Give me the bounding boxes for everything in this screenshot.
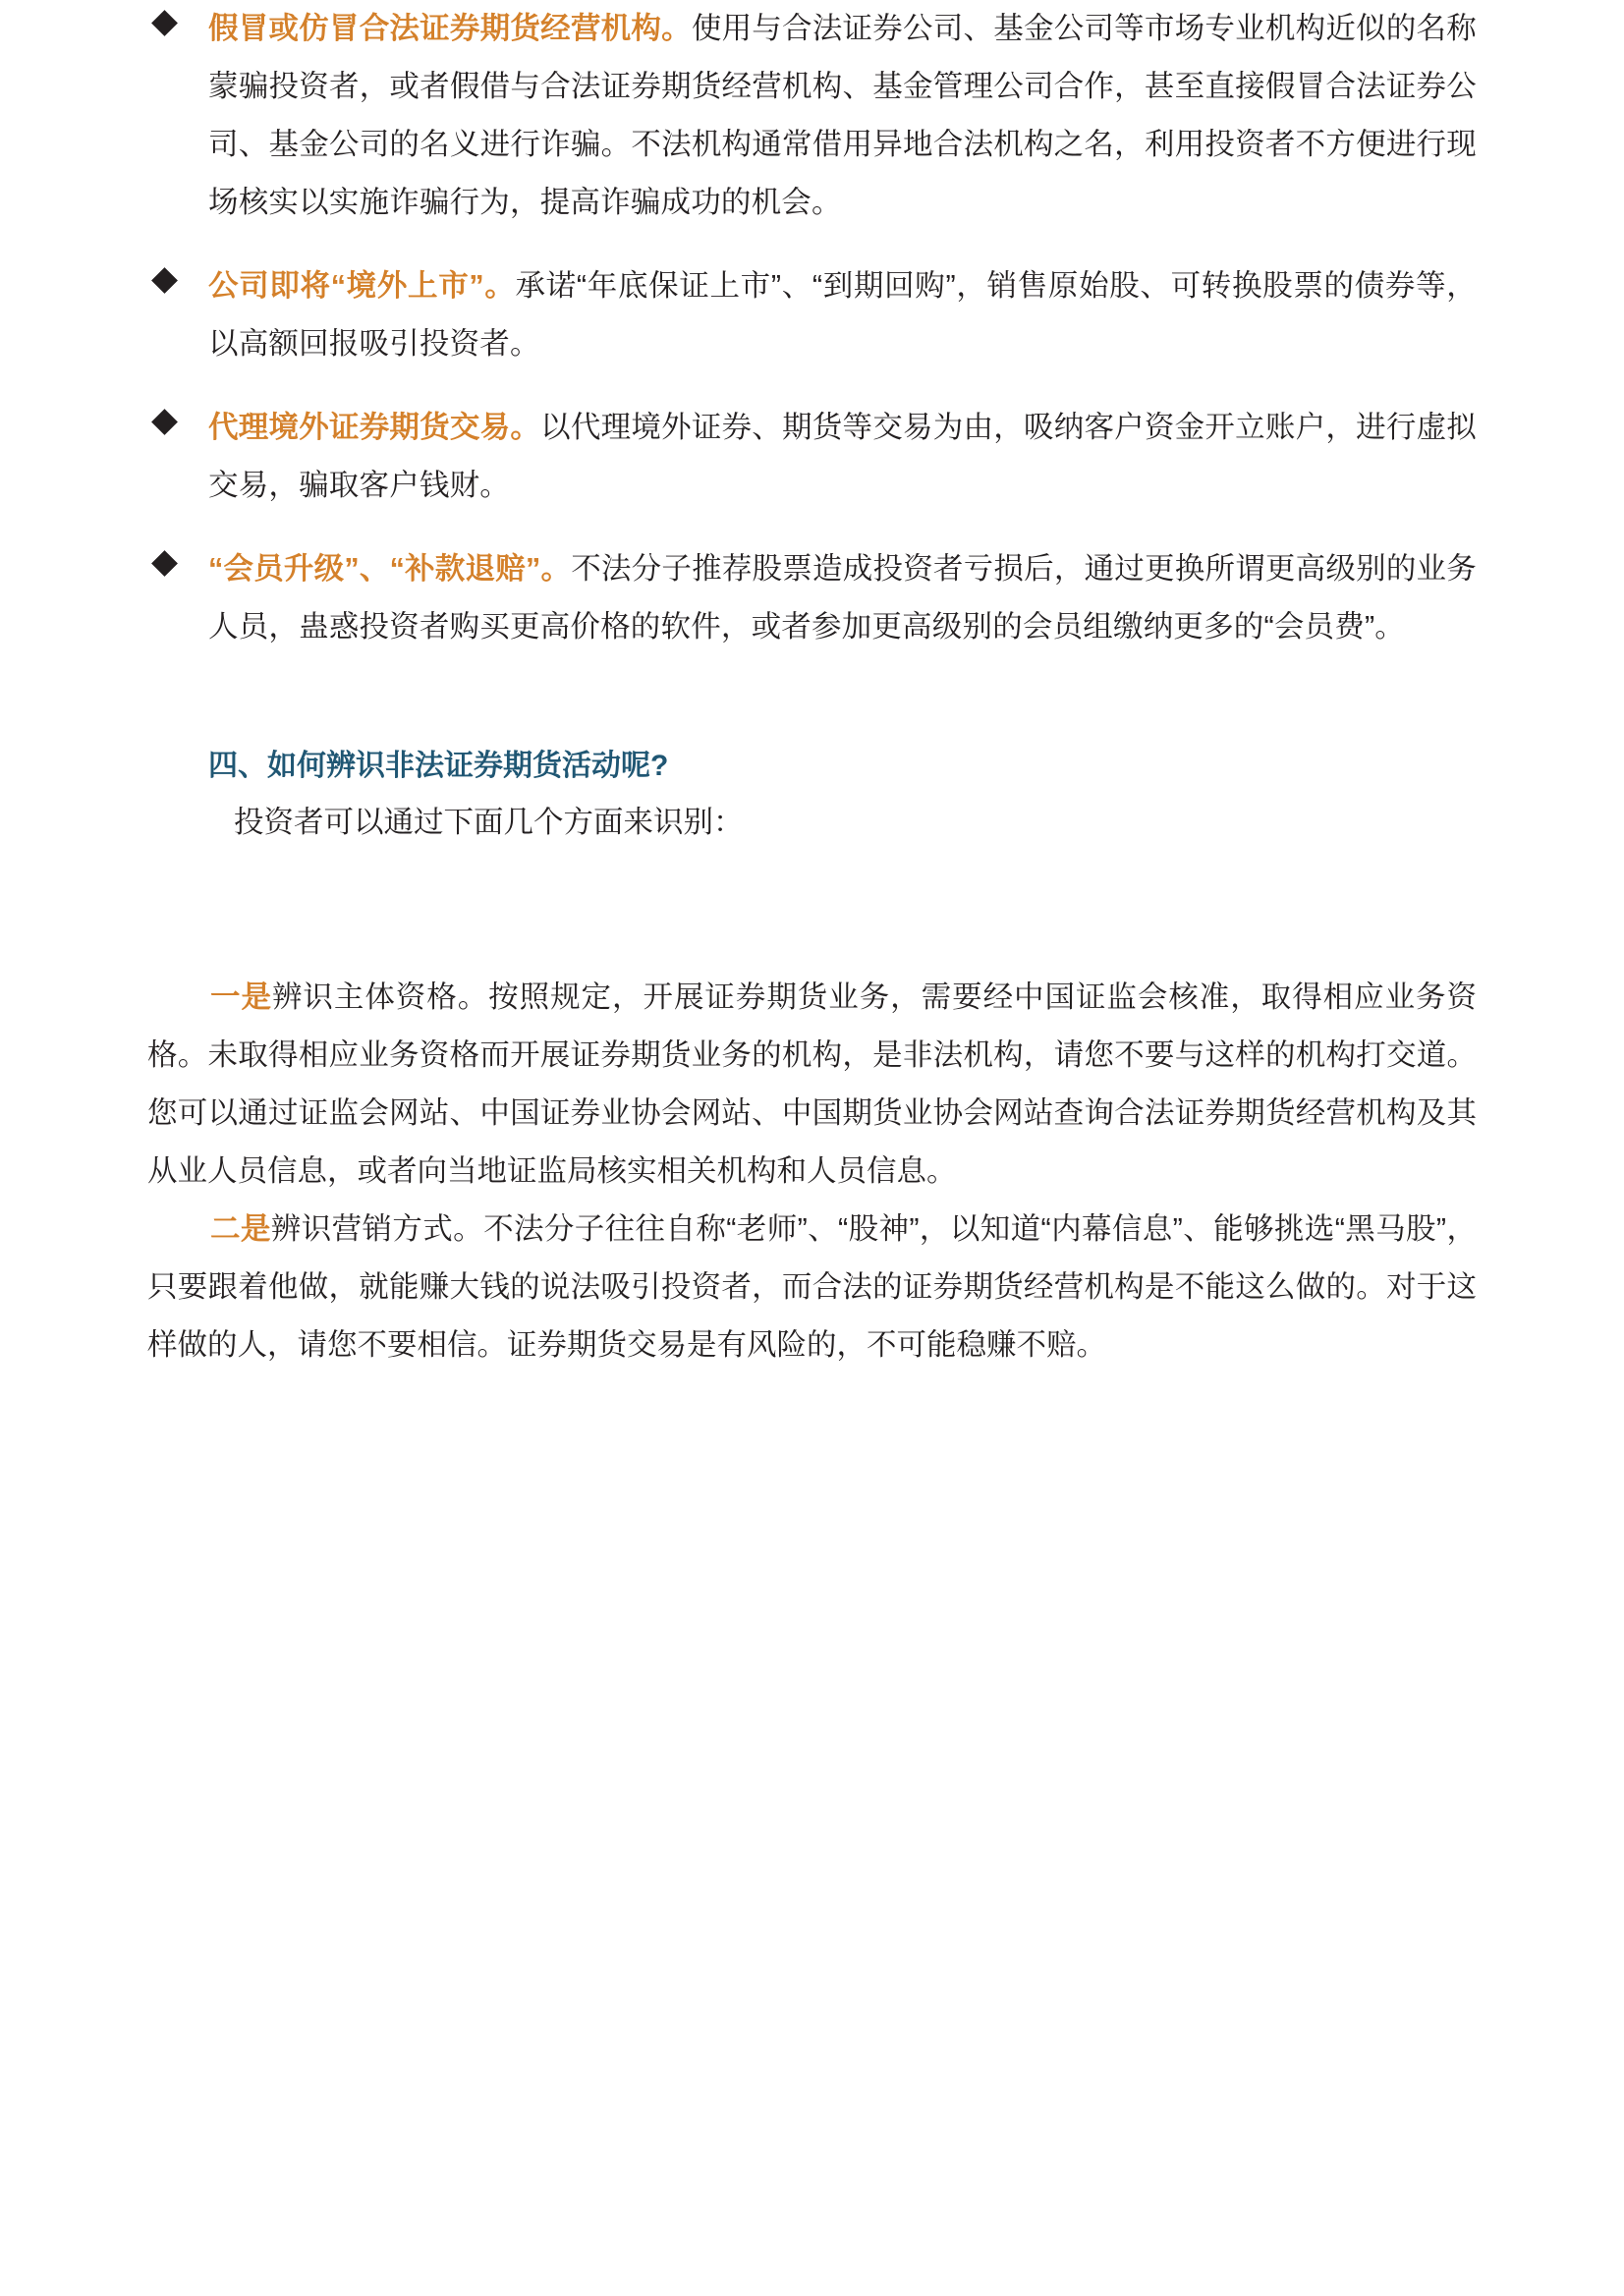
bullet-lead: 假冒或仿冒合法证券期货经营机构。 [208, 12, 692, 45]
bullet-body: 承诺“年底保证上市”、“到期回购”，销售原始股、可转换股票的债券等，以高额回报吸引投资者。 [208, 269, 1477, 361]
section-heading: 四、如何辨识非法证券期货活动呢? [208, 750, 669, 782]
bullet-body: 不法分子推荐股票造成投资者亏损后，通过更换所谓更高级别的业务人员，蛊惑投资者购买更高价格的软件，或者参加更高级别的会员组缴纳更多的“会员费”。 [208, 552, 1477, 644]
bullet-paragraph [208, 399, 1477, 515]
bullet-body: 使用与合法证券公司、基金公司等市场专业机构近似的名称蒙骗投资者，或者假借与合法证券期货经营机构、基金管理公司合作，甚至直接假冒合法证券公司、基金公司的名义进行诈骗。不法机构通常借用异地合法机构之名，利用投资者不方便进行现场核实以实施诈骗行为，提高诈骗成功的机会。 [208, 12, 1477, 219]
diamond-bullet-icon [151, 550, 178, 577]
numbered-paragraph [147, 969, 1477, 1201]
list-item [147, 257, 1477, 373]
diamond-bullet-icon [151, 409, 178, 435]
spacer [147, 851, 1477, 969]
numbered-label: 一是 [210, 980, 272, 1014]
list-item [147, 399, 1477, 515]
bullet-lead: 代理境外证券期货交易。 [208, 411, 541, 444]
list-item [147, 0, 1477, 232]
numbered-paragraph [147, 1201, 1477, 1374]
numbered-body: 辨识主体资格。按照规定，开展证券期货业务，需要经中国证监会核准，取得相应业务资格。未取得相应业务资格而开展证券期货业务的机构，是非法机构，请您不要与这样的机构打交道。您可以通过证监会网站、中国证券业协会网站、中国期货业协会网站查询合法证券期货经营机构及其从业人员信息，或者向当地证监局核实相关机构和人员信息。 [147, 980, 1478, 1188]
bullet-lead: “会员升级”、“补款退赔”。 [208, 552, 572, 586]
list-item [147, 540, 1477, 656]
spacer [147, 656, 1477, 739]
bullet-body: 以代理境外证券、期货等交易为由，吸纳客户资金开立账户，进行虚拟交易，骗取客户钱财。 [208, 411, 1478, 502]
bullet-paragraph [208, 0, 1477, 232]
numbered-label: 二是 [210, 1212, 271, 1246]
bullet-lead: 公司即将“境外上市”。 [208, 269, 516, 303]
diamond-bullet-icon [151, 10, 178, 36]
bullet-paragraph [208, 257, 1477, 373]
fraud-type-list [147, 0, 1477, 656]
numbered-body: 辨识营销方式。不法分子往往自称“老师”、“股神”，以知道“内幕信息”、能够挑选“黑马股”，只要跟着他做，就能赚大钱的说法吸引投资者，而合法的证券期货经营机构是不能这么做的。对于这样做的人，请您不要相信。证券期货交易是有风险的，不可能稳赚不赔。 [147, 1212, 1477, 1362]
diamond-bullet-icon [151, 267, 178, 294]
section-intro: 投资者可以通过下面几个方面来识别： [234, 806, 744, 839]
bullet-paragraph [208, 540, 1477, 656]
